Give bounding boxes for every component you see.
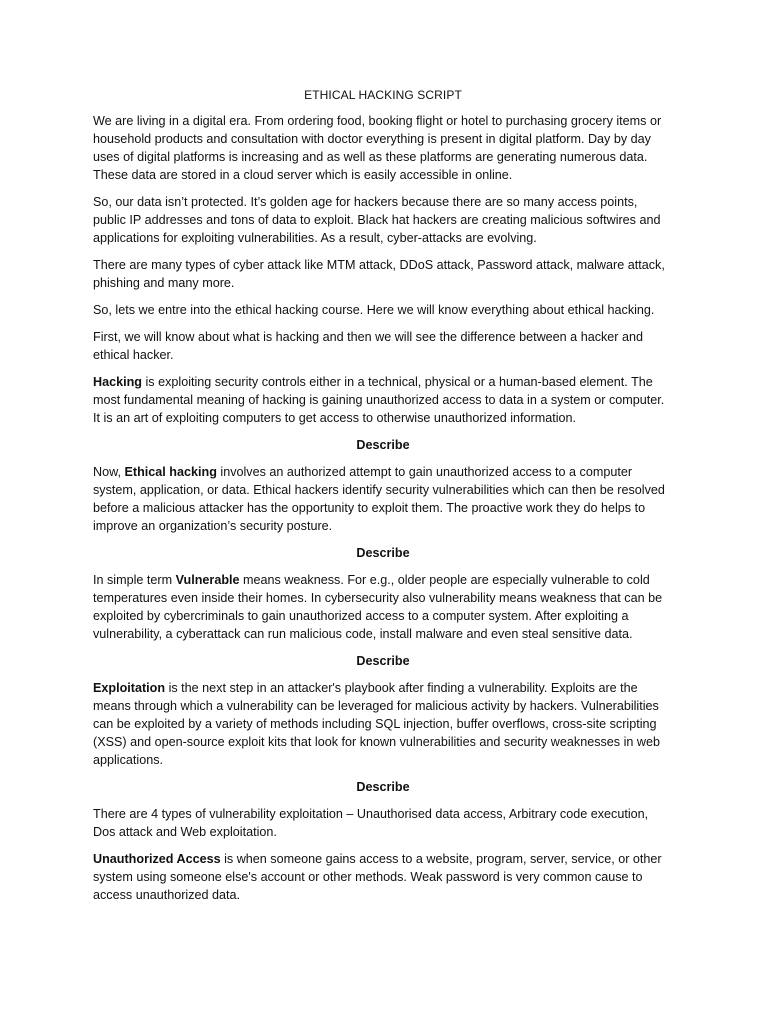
paragraph-vulnerable bbox=[93, 571, 673, 643]
vulnerable-text: means weakness. For e.g., older people are especially vulnerable to cold temperatures even inside their homes. In cybersecurity also vulnerability means weakness that can be exploited by cybercriminals to gain unauthorized access to a computer system. After exploiting a vulnerability, a cyberattack can run malicious code, install malware and even steal sensitive data. bbox=[93, 573, 663, 641]
paragraph-intro: We are living in a digital era. From ordering food, booking flight or hotel to purchasing grocery items or household products and consultation with doctor everything is present in digital platform. Day by day uses of digital platforms is increasing and as well as these platforms are generating numerous data. These data are stored in a cloud server which is easily accessible in online. bbox=[93, 114, 662, 182]
ethical-hacking-text: involves an authorized attempt to gain unauthorized access to a computer system, application, or data. Ethical hackers identify security vulnerabilities which can then be resolved before a malicious attacker has the opportunity to exploit them. The proactive work they do helps to improve an organization’s security posture. bbox=[93, 465, 665, 533]
document-page bbox=[93, 86, 673, 913]
term-unauthorized-access: Unauthorized Access bbox=[93, 852, 221, 866]
paragraph-hacker-difference: First, we will know about what is hacking and then we will see the difference between a hacker and ethical hacker. bbox=[93, 330, 643, 362]
term-ethical-hacking: Ethical hacking bbox=[124, 465, 217, 479]
paragraph-hacking-definition bbox=[93, 373, 673, 427]
paragraph-exploitation-types: There are 4 types of vulnerability exploitation – Unauthorised data access, Arbitrary code execution, Dos attack and Web exploitation. bbox=[93, 807, 649, 839]
paragraph-ethical-hacking bbox=[93, 463, 673, 535]
exploitation-text: is the next step in an attacker's playbook after finding a vulnerability. Exploits are the means through which a vulnerability can be leveraged for malicious activity by hackers. Vulnerabilities can be exploited by a variety of methods including SQL injection, buffer overflows, cross-site scripting (XSS) and open-source exploit kits that look for known vulnerabilities and security weaknesses in web applications. bbox=[93, 681, 661, 767]
paragraph-exploitation bbox=[93, 679, 673, 769]
term-vulnerable: Vulnerable bbox=[175, 573, 240, 587]
describe-heading-4: Describe bbox=[356, 780, 410, 794]
paragraph-course-intro: So, lets we entre into the ethical hacking course. Here we will know everything about ethical hacking. bbox=[93, 303, 655, 317]
describe-heading-3: Describe bbox=[356, 654, 410, 668]
term-hacking: Hacking bbox=[93, 375, 142, 389]
ethical-hacking-prefix: Now, bbox=[93, 465, 125, 479]
describe-heading-1: Describe bbox=[356, 438, 410, 452]
document-title: ETHICAL HACKING SCRIPT bbox=[304, 88, 462, 102]
term-exploitation: Exploitation bbox=[93, 681, 166, 695]
hacking-definition-text: is exploiting security controls either in a technical, physical or a human-based element. The most fundamental meaning of hacking is gaining unauthorized access to data in a system or computer. It is an art of exploiting computers to get access to otherwise unauthorized information. bbox=[93, 375, 665, 425]
describe-heading-2: Describe bbox=[356, 546, 410, 560]
unauthorized-access-text: is when someone gains access to a website, program, server, service, or other system using someone else's account or other methods. Weak password is very common cause to access unauthorized data. bbox=[93, 852, 662, 902]
paragraph-data-not-protected: So, our data isn’t protected. It’s golden age for hackers because there are so many access points, public IP addresses and tons of data to exploit. Black hat hackers are creating malicious softwires and applications for exploiting vulnerabilities. As a result, cyber-attacks are evolving. bbox=[93, 195, 661, 245]
paragraph-unauthorized-access bbox=[93, 850, 673, 904]
paragraph-attack-types: There are many types of cyber attack like MTM attack, DDoS attack, Password attack, malware attack, phishing and many more. bbox=[93, 258, 665, 290]
vulnerable-prefix: In simple term bbox=[93, 573, 176, 587]
